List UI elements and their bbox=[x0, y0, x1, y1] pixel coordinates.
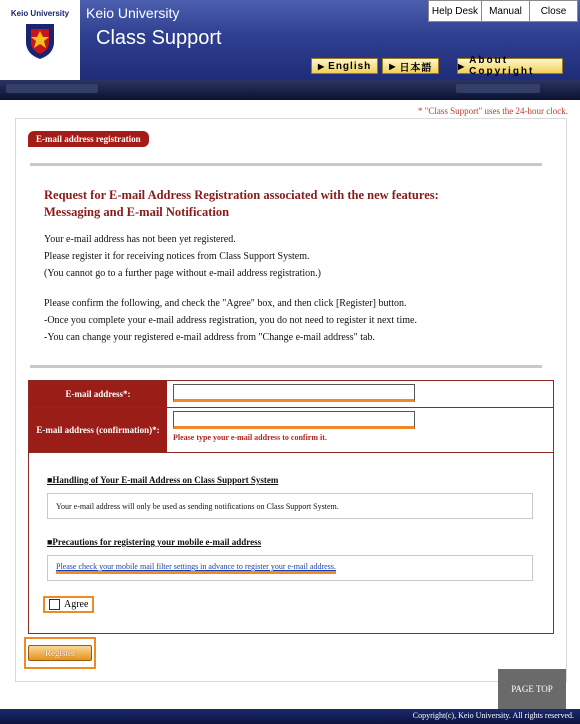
intro-line3: (You cannot go to a further page without e-mail address registration.) bbox=[44, 268, 321, 279]
mobile-filter-link[interactable]: Please check your mobile mail filter settings in advance to register your e-mail address. bbox=[56, 562, 336, 574]
email-label: E-mail address*: bbox=[29, 381, 167, 407]
footer bbox=[0, 709, 580, 724]
divider-top bbox=[30, 163, 542, 166]
intro-line2: Please register it for receiving notices from Class Support System. bbox=[44, 251, 310, 262]
intro-line1: Your e-mail address has not been yet registered. bbox=[44, 234, 236, 245]
app-header bbox=[0, 0, 580, 80]
japanese-button[interactable] bbox=[382, 58, 439, 74]
university-logo bbox=[0, 0, 80, 80]
arrow-right-icon: ▶ bbox=[318, 61, 326, 71]
confirm-hint: Please type your e-mail address to confirm it. bbox=[173, 433, 327, 442]
page-top-button[interactable]: PAGE TOP bbox=[498, 669, 566, 709]
confirm-field-cell bbox=[167, 408, 553, 452]
copyright-text: Copyright(c), Keio University. All rights reserved. bbox=[412, 711, 574, 720]
email-row bbox=[29, 381, 553, 408]
notice-area bbox=[28, 451, 554, 634]
agree-checkbox[interactable] bbox=[49, 599, 60, 610]
help-desk-link[interactable]: Help Desk bbox=[428, 0, 482, 22]
register-button[interactable]: Register bbox=[28, 645, 92, 661]
top-links bbox=[429, 0, 578, 22]
arrow-right-icon: ▶ bbox=[458, 61, 467, 71]
agree-label: Agree bbox=[64, 599, 89, 610]
intro-text bbox=[44, 231, 321, 282]
instructions-line2: -Once you complete your e-mail address registration, you do not need to register it next time. bbox=[44, 315, 417, 326]
request-title-line1: Request for E-mail Address Registration associated with the new features: bbox=[44, 188, 439, 202]
english-button[interactable] bbox=[311, 58, 378, 74]
handling-heading: ■Handling of Your E-mail Address on Class Support System bbox=[47, 475, 279, 485]
instructions-line1: Please confirm the following, and check the "Agree" box, and then click [Register] button. bbox=[44, 298, 407, 309]
agree-option[interactable] bbox=[43, 596, 94, 613]
register-highlight bbox=[24, 637, 96, 669]
clock-note: * "Class Support" uses the 24-hour clock. bbox=[417, 106, 568, 116]
email-field-cell bbox=[167, 381, 553, 407]
about-copyright-label: About Copyright bbox=[469, 55, 535, 77]
main-panel bbox=[15, 118, 567, 682]
precautions-heading: ■Precautions for registering your mobile e-mail address bbox=[47, 537, 262, 547]
arrow-right-icon: ▶ bbox=[389, 61, 397, 71]
logo-text: Keio University bbox=[10, 9, 70, 18]
close-link[interactable]: Close bbox=[529, 0, 578, 22]
confirm-label: E-mail address (confirmation)*: bbox=[29, 408, 167, 452]
manual-link[interactable]: Manual bbox=[481, 0, 530, 22]
request-title bbox=[44, 187, 524, 221]
confirm-row bbox=[29, 408, 553, 452]
request-title-line2: Messaging and E-mail Notification bbox=[44, 205, 230, 219]
handling-box bbox=[47, 493, 533, 519]
english-label: English bbox=[328, 60, 372, 72]
instructions-text bbox=[44, 295, 417, 346]
email-form bbox=[28, 380, 554, 453]
language-buttons bbox=[311, 55, 535, 77]
datetime-blurred bbox=[456, 84, 540, 93]
section-tab: E-mail address registration bbox=[28, 131, 149, 147]
japanese-label: 日本語 bbox=[399, 62, 433, 74]
user-info-bar bbox=[0, 80, 580, 100]
precautions-box bbox=[47, 555, 533, 581]
handling-text: Your e-mail address will only be used as sending notifications on Class Support System. bbox=[56, 501, 339, 511]
divider-bottom bbox=[30, 365, 542, 368]
about-copyright-button[interactable] bbox=[457, 55, 563, 77]
confirm-email-input[interactable] bbox=[173, 411, 415, 429]
app-title: Class Support bbox=[96, 27, 222, 49]
university-name: Keio University bbox=[86, 5, 180, 21]
instructions-line3: -You can change your registered e-mail address from "Change e-mail address" tab. bbox=[44, 332, 375, 343]
crest-icon bbox=[22, 20, 58, 60]
email-input[interactable] bbox=[173, 384, 415, 402]
user-info-blurred bbox=[6, 84, 98, 93]
